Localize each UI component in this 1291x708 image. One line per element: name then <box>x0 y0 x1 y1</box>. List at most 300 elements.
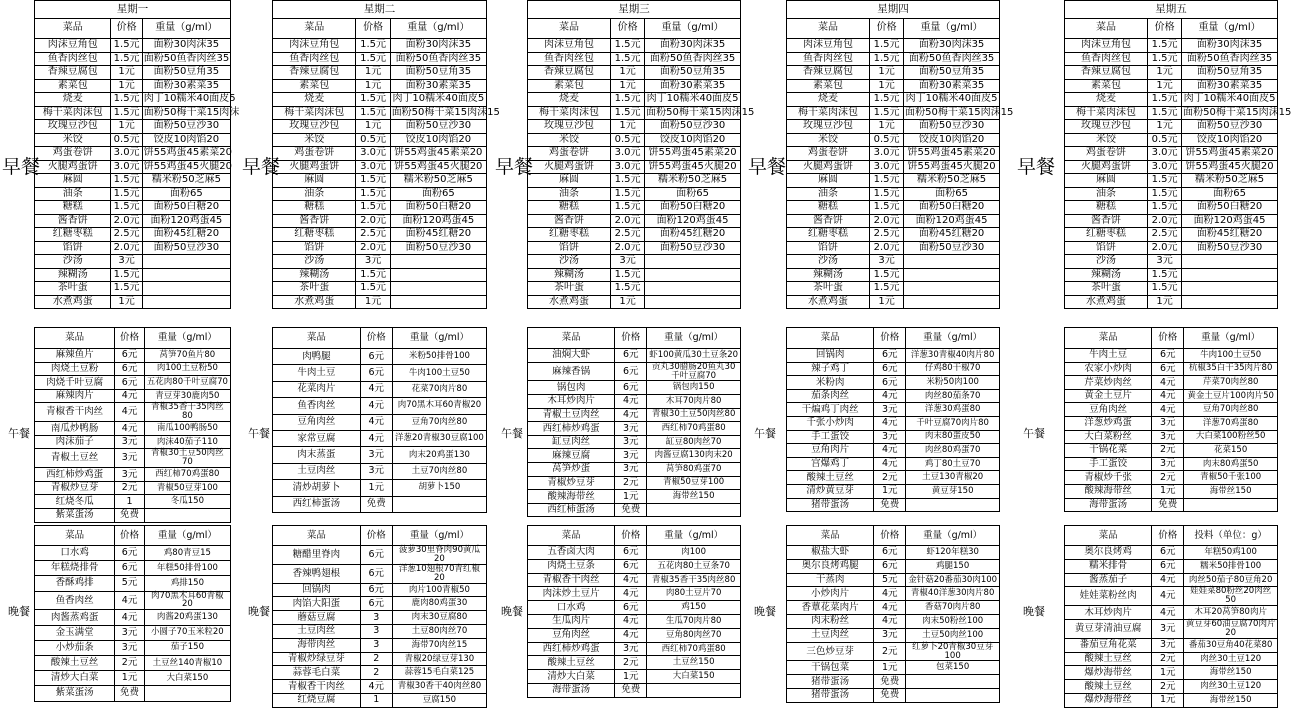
dish-price: 1元 <box>356 120 390 134</box>
dish-name: 青椒香干肉丝 <box>273 680 361 694</box>
dish-price: 2 <box>360 666 392 680</box>
table-row <box>787 430 1000 444</box>
dish-name: 肉烧千叶豆腐 <box>35 376 115 390</box>
dish-price: 1元 <box>870 295 904 309</box>
dish-weight: 虾120年糕30 <box>906 546 1000 560</box>
dish-name: 奥尔良烤鸡 <box>1065 546 1152 560</box>
dish-name: 年糕烧排骨 <box>35 561 115 576</box>
dish-weight: 面粉50白糖20 <box>390 201 486 215</box>
dish-weight <box>142 255 230 269</box>
dish-weight: 小圆子70玉米粒20 <box>144 625 230 640</box>
table-row <box>273 447 487 463</box>
dish-name: 油焖大虾 <box>528 349 615 363</box>
dish-name: 口水鸡 <box>35 546 115 561</box>
column-header: 菜品 <box>273 19 356 39</box>
table-row <box>273 414 487 430</box>
dish-price: 3 <box>360 611 392 625</box>
dish-price: 1.5元 <box>611 52 645 66</box>
table-row <box>1065 147 1278 161</box>
dish-name: 宫爆鸡丁 <box>787 457 874 471</box>
dish-price: 免费 <box>115 686 144 701</box>
table-row <box>273 147 487 161</box>
dish-weight <box>390 295 486 309</box>
table-row <box>528 93 741 107</box>
dish-weight: 肉酱20鸡蛋130 <box>144 610 230 625</box>
dish-weight: 番茄30豆角40花菜80 <box>1184 638 1278 652</box>
dish-price: 6元 <box>874 349 906 363</box>
dish-name: 鸡蛋卷饼 <box>35 147 111 161</box>
dish-price: 1元 <box>870 66 904 80</box>
table-row <box>1065 559 1278 573</box>
dish-name: 西红柿蛋汤 <box>528 503 615 517</box>
breakfast-table-day-1 <box>34 0 240 309</box>
dish-weight <box>1182 295 1278 309</box>
dish-price: 6元 <box>115 349 144 363</box>
table-row <box>1065 66 1278 80</box>
dish-weight: 肉丁10糯米40面皮5 <box>904 93 1000 107</box>
dish-weight: 面粉30肉沫35 <box>645 39 741 53</box>
dish-name: 椒盐大虾 <box>787 546 874 560</box>
dish-price: 4元 <box>615 587 647 601</box>
table-row <box>1065 52 1278 66</box>
dish-name: 香辣豆腐包 <box>35 66 111 80</box>
table-row <box>528 435 741 449</box>
dish-price: 2元 <box>115 481 144 495</box>
dish-name: 米饺 <box>273 133 356 147</box>
dish-weight: 米粉50排骨100 <box>392 349 486 365</box>
dish-price: 3 <box>360 638 392 652</box>
dish-price: 1.5元 <box>611 106 645 120</box>
dish-price: 0.5元 <box>870 133 904 147</box>
table-row <box>273 241 487 255</box>
table-row <box>35 147 231 161</box>
dish-weight: 青椒35香干35肉丝80 <box>647 573 741 587</box>
dish-price: 4元 <box>615 573 647 587</box>
table-row <box>1065 444 1278 458</box>
dish-name: 红糖枣糕 <box>273 228 356 242</box>
column-header: 重量（g/ml） <box>647 328 741 349</box>
table-row <box>35 509 231 523</box>
dish-weight: 饼55鸡蛋45火腿20 <box>904 160 1000 174</box>
dish-price: 1.5元 <box>111 187 142 201</box>
dish-weight: 面粉50豆沙30 <box>645 241 741 255</box>
table-row <box>528 656 741 670</box>
table-row <box>1065 282 1278 296</box>
lunch-table-day-5 <box>1064 327 1278 512</box>
table-row <box>528 133 741 147</box>
table-row <box>1065 255 1278 269</box>
dish-price: 6元 <box>874 546 906 560</box>
dish-name: 肉沫豆角包 <box>35 39 111 53</box>
dish-name: 香辣豆腐包 <box>273 66 356 80</box>
dish-weight <box>1182 255 1278 269</box>
dish-name: 青椒香干肉丝 <box>35 403 115 422</box>
day-title: 星期三 <box>528 1 741 19</box>
dish-name: 沙汤 <box>35 255 111 269</box>
lunch-table-day-4 <box>786 327 1000 512</box>
dish-name: 手工蛋饺 <box>787 430 874 444</box>
dish-name: 烧麦 <box>273 93 356 107</box>
dish-name: 糖糕 <box>273 201 356 215</box>
dish-name: 猪带蛋汤 <box>787 689 874 703</box>
table-row <box>787 52 1000 66</box>
dish-name: 红糖枣糕 <box>528 228 611 242</box>
dish-weight: 面粉120鸡蛋45 <box>390 214 486 228</box>
dish-name: 海带蛋汤 <box>528 683 615 697</box>
dish-price: 1.5元 <box>111 268 142 282</box>
dish-weight: 鸡丁80土豆70 <box>906 457 1000 471</box>
table-row <box>273 295 487 309</box>
dinner-table-day-1 <box>34 525 231 702</box>
dish-price: 1元 <box>1148 295 1182 309</box>
table-row <box>1065 106 1278 120</box>
table-row <box>528 476 741 490</box>
column-header: 价格 <box>1152 328 1184 349</box>
dish-price: 2.0元 <box>870 214 904 228</box>
dish-name: 海带蛋汤 <box>1065 498 1152 512</box>
dish-price: 免费 <box>874 689 906 703</box>
dish-price: 0.5元 <box>111 133 142 147</box>
dish-price: 1元 <box>1152 484 1184 498</box>
dish-weight: 面粉50豆角35 <box>390 66 486 80</box>
table-row <box>273 52 487 66</box>
dish-name: 鱼香肉丝 <box>273 398 361 414</box>
dish-weight: 胡萝卜150 <box>392 480 486 496</box>
dish-name: 酱香饼 <box>1065 214 1148 228</box>
dish-price: 1.5元 <box>111 174 142 188</box>
table-row <box>787 93 1000 107</box>
dish-weight: 蒜蓉15毛白菜125 <box>392 666 486 680</box>
dish-price: 1元 <box>874 661 906 675</box>
table-row <box>273 201 487 215</box>
table-row <box>787 614 1000 628</box>
table-row <box>528 106 741 120</box>
dish-weight: 冬瓜150 <box>144 495 230 509</box>
dish-name: 米粉肉 <box>787 376 874 390</box>
dish-weight: 面粉50豆沙30 <box>142 241 230 255</box>
table-row <box>1065 389 1278 403</box>
dish-name: 土豆肉丝 <box>273 463 361 479</box>
table-row <box>1065 174 1278 188</box>
dish-weight: 青豆芽30鹿肉50 <box>144 389 230 403</box>
dish-name: 土豆肉丝 <box>787 628 874 642</box>
dish-price: 1.5元 <box>111 39 142 53</box>
dish-weight: 五花肉80土豆条70 <box>647 559 741 573</box>
dish-name: 红糖枣糕 <box>1065 228 1148 242</box>
dish-name: 西红柿蛋汤 <box>273 496 361 512</box>
dish-price: 4元 <box>360 398 392 414</box>
table-row <box>528 160 741 174</box>
dish-weight <box>142 295 230 309</box>
table-row <box>528 573 741 587</box>
dish-name: 酸辣土豆丝 <box>35 655 115 670</box>
table-row <box>1065 214 1278 228</box>
dish-name: 爆炒海带丝 <box>1065 666 1152 680</box>
table-row <box>787 79 1000 93</box>
dish-price: 6元 <box>360 365 392 381</box>
dish-name: 豆角肉丝 <box>1065 403 1152 417</box>
dish-name: 缸豆肉丝 <box>528 435 615 449</box>
table-row <box>273 228 487 242</box>
dish-name: 茄条肉丝 <box>787 389 874 403</box>
dish-price: 1.5元 <box>870 201 904 215</box>
column-header: 重量（g/ml） <box>906 328 1000 349</box>
dish-weight: 莴笋70鱼片80 <box>144 349 230 363</box>
table-row <box>273 160 487 174</box>
dish-name: 馅饼 <box>787 241 870 255</box>
table-row <box>35 546 231 561</box>
dish-price: 1.5元 <box>611 268 645 282</box>
dish-weight <box>904 268 1000 282</box>
column-header-row <box>273 328 487 349</box>
dish-name: 肉沫炒土豆片 <box>528 587 615 601</box>
dish-weight: 肉丁10糯米40面皮5 <box>645 93 741 107</box>
dish-weight: 鸡80青豆15 <box>144 546 230 561</box>
dish-weight <box>645 295 741 309</box>
dish-name: 麻辣香锅 <box>528 362 615 381</box>
table-row <box>787 282 1000 296</box>
column-header: 重量（g/ml） <box>392 328 486 349</box>
table-row <box>787 160 1000 174</box>
table-row <box>273 597 487 611</box>
table-row <box>1065 573 1278 587</box>
dish-weight: 面粉50豆沙30 <box>904 120 1000 134</box>
dish-weight: 肉丝50茄子80豆角20 <box>1184 573 1278 587</box>
table-row <box>35 52 231 66</box>
dish-name: 火腿鸡蛋饼 <box>787 160 870 174</box>
column-header-row <box>528 328 741 349</box>
column-header-row <box>35 526 231 546</box>
dish-price: 1.5元 <box>1148 174 1182 188</box>
dish-price: 1.5元 <box>870 106 904 120</box>
dish-name: 茶叶蛋 <box>787 282 870 296</box>
dish-weight: 饼55鸡蛋45素菜20 <box>904 147 1000 161</box>
dish-weight: 牛肉100土豆50 <box>392 365 486 381</box>
dish-price: 1元 <box>611 79 645 93</box>
table-row <box>1065 620 1278 639</box>
column-header: 重量（g/ml） <box>645 19 741 39</box>
table-row <box>35 106 231 120</box>
dish-price: 1元 <box>615 490 647 504</box>
dish-weight: 红萝卜20青椒30豆芽100 <box>906 642 1000 661</box>
dish-price: 4元 <box>360 430 392 446</box>
column-header: 价格 <box>874 328 906 349</box>
table-row <box>528 39 741 53</box>
column-header: 菜品 <box>1065 526 1152 546</box>
dish-weight: 饼55鸡蛋45火腿20 <box>645 160 741 174</box>
day-title: 星期一 <box>35 1 231 19</box>
column-header: 菜品 <box>787 328 874 349</box>
dish-price: 4元 <box>1152 587 1184 606</box>
column-header: 重量（g/ml） <box>906 526 1000 546</box>
lunch-table-day-3 <box>527 327 741 517</box>
dish-price: 3元 <box>360 463 392 479</box>
dish-weight: 面粉120鸡蛋45 <box>1182 214 1278 228</box>
dish-name: 玫瑰豆沙包 <box>1065 120 1148 134</box>
dish-name: 西红柿炒鸡蛋 <box>35 468 115 482</box>
dish-weight: 娃娃菜80粉丝20肉丝50 <box>1184 587 1278 606</box>
dish-name: 麻圆 <box>787 174 870 188</box>
column-header: 菜品 <box>35 19 111 39</box>
dish-price: 6元 <box>615 601 647 615</box>
dish-price: 6元 <box>874 362 906 376</box>
dish-weight: 土豆丝150 <box>647 656 741 670</box>
dish-weight: 鸡150 <box>647 601 741 615</box>
table-row <box>787 689 1000 703</box>
dish-name: 肉沫豆角包 <box>273 39 356 53</box>
dish-name: 肉沫豆角包 <box>1065 39 1148 53</box>
dish-name: 糯米排骨 <box>1065 559 1152 573</box>
table-row <box>273 694 487 708</box>
table-row <box>35 214 231 228</box>
dish-name: 糖糕 <box>35 201 111 215</box>
dish-price: 4元 <box>874 416 906 430</box>
dish-weight: 饼55鸡蛋45素菜20 <box>143 147 232 158</box>
dish-name: 梅干菜肉沫包 <box>1065 106 1148 120</box>
column-header: 重量（g/ml） <box>392 526 486 546</box>
column-header: 重量（g/ml） <box>647 526 741 546</box>
table-row <box>528 642 741 656</box>
dish-price: 3元 <box>615 463 647 477</box>
meal-label-dinner: 晚餐 <box>1023 605 1045 618</box>
dish-name: 口水鸡 <box>528 601 615 615</box>
dish-price: 6元 <box>615 349 647 363</box>
dish-weight: 肉末30豆腐80 <box>392 611 486 625</box>
column-header: 重量（g/ml） <box>390 19 486 39</box>
dish-price: 6元 <box>615 381 647 395</box>
dish-price: 3元 <box>874 430 906 444</box>
dish-name: 紫菜蛋汤 <box>35 509 115 523</box>
dish-weight: 面粉65 <box>645 187 741 201</box>
table-row <box>35 201 231 215</box>
table-row <box>273 106 487 120</box>
dish-name: 清炒大白菜 <box>528 670 615 684</box>
dish-weight: 千叶豆腐70肉片80 <box>906 416 1000 430</box>
table-row <box>787 39 1000 53</box>
day-header-row <box>1065 1 1278 19</box>
table-row <box>528 503 741 517</box>
dish-weight: 肉100 <box>647 546 741 560</box>
dish-weight: 肉酱豆腐130肉末20 <box>647 449 741 463</box>
table-row <box>787 201 1000 215</box>
dish-price: 3元 <box>111 255 142 269</box>
table-row <box>1065 79 1278 93</box>
dish-name: 香辣豆腐包 <box>1065 66 1148 80</box>
dish-price: 1元 <box>1152 666 1184 680</box>
dish-name: 水煮鸡蛋 <box>1065 295 1148 309</box>
dish-weight <box>647 503 741 517</box>
dish-weight: 面粉50豆沙30 <box>390 241 486 255</box>
dish-price: 1.5元 <box>870 282 904 296</box>
dish-weight: 年糕50排骨100 <box>144 561 230 576</box>
dish-weight: 面粉50豆沙30 <box>1182 120 1278 134</box>
dish-name: 梅干菜肉沫包 <box>787 106 870 120</box>
dish-price: 6元 <box>115 561 144 576</box>
dish-price: 6元 <box>1152 559 1184 573</box>
dish-price: 1.5元 <box>111 93 142 107</box>
table-row <box>528 66 741 80</box>
dish-name: 青椒土豆丝 <box>35 449 115 468</box>
column-header: 价格 <box>1152 526 1184 546</box>
table-row <box>787 661 1000 675</box>
dish-name: 青椒炒千张 <box>1065 471 1152 485</box>
dish-weight: 牛肉100土豆50 <box>1184 349 1278 363</box>
dish-name: 红糖枣糕 <box>35 228 111 242</box>
dish-price: 3元 <box>1152 430 1184 444</box>
dish-weight: 面粉65 <box>142 187 230 201</box>
dish-price: 6元 <box>615 559 647 573</box>
dish-weight: 肉70黑木耳60青椒20 <box>144 591 230 610</box>
dish-weight: 面粉120鸡蛋45 <box>142 214 230 228</box>
table-row <box>528 490 741 504</box>
column-header: 菜品 <box>528 526 615 546</box>
table-row <box>273 79 487 93</box>
dish-name: 千张小炒肉 <box>787 416 874 430</box>
dish-price: 2元 <box>1152 444 1184 458</box>
table-row <box>273 680 487 694</box>
dish-price: 4元 <box>615 395 647 409</box>
table-row <box>787 106 1000 120</box>
dish-weight: 鹿肉80鸡蛋30 <box>392 597 486 611</box>
dish-name: 米饺 <box>35 133 111 147</box>
table-row <box>787 444 1000 458</box>
dish-name: 酱香饼 <box>273 214 356 228</box>
dish-name: 蒜蓉毛白菜 <box>273 666 361 680</box>
table-row <box>273 564 487 583</box>
dish-name: 鸡蛋卷饼 <box>1065 147 1148 161</box>
table-row <box>273 214 487 228</box>
column-header-row <box>273 19 487 39</box>
dish-price: 1元 <box>870 79 904 93</box>
meal-label-breakfast: 早餐 <box>242 156 281 178</box>
dish-weight: 杭椒35白干35肉片80 <box>1184 362 1278 376</box>
dish-name: 鸡蛋卷饼 <box>787 147 870 161</box>
column-header: 价格 <box>615 526 647 546</box>
dish-price: 1.5元 <box>1148 201 1182 215</box>
dish-name: 麻辣鱼片 <box>35 349 115 363</box>
table-row <box>35 468 231 482</box>
meal-label-dinner: 晚餐 <box>501 605 523 618</box>
dish-name: 牛肉土豆 <box>1065 349 1152 363</box>
dish-weight: 面粉30素菜35 <box>645 79 741 93</box>
table-row <box>528 120 741 134</box>
dish-name: 木耳炒肉片 <box>528 395 615 409</box>
table-row <box>1065 201 1278 215</box>
table-row <box>273 625 487 639</box>
table-row <box>35 228 231 242</box>
dish-weight: 黄豆芽60油豆腐70肉片20 <box>1184 620 1278 639</box>
dish-weight: 青椒30土豆50肉丝80 <box>647 408 741 422</box>
dish-name: 干锅包菜 <box>787 661 874 675</box>
column-header-row <box>787 526 1000 546</box>
table-row <box>787 187 1000 201</box>
table-row <box>1065 457 1278 471</box>
dish-price: 1元 <box>615 670 647 684</box>
table-row <box>787 241 1000 255</box>
dish-name: 西红柿炒鸡蛋 <box>528 642 615 656</box>
table-row <box>1065 430 1278 444</box>
dish-name: 麻圆 <box>273 174 356 188</box>
dish-name: 茶叶蛋 <box>1065 282 1148 296</box>
dish-weight: 面粉30素菜35 <box>142 79 230 93</box>
dish-price: 3元 <box>360 447 392 463</box>
dish-weight: 面粉30肉沫35 <box>142 39 230 53</box>
breakfast-table-day-4 <box>786 0 1014 309</box>
dish-name: 酸辣海带丝 <box>528 490 615 504</box>
table-row <box>528 463 741 477</box>
dish-weight: 面粉50豆角35 <box>1182 66 1278 80</box>
dish-price: 1.5元 <box>111 201 142 215</box>
